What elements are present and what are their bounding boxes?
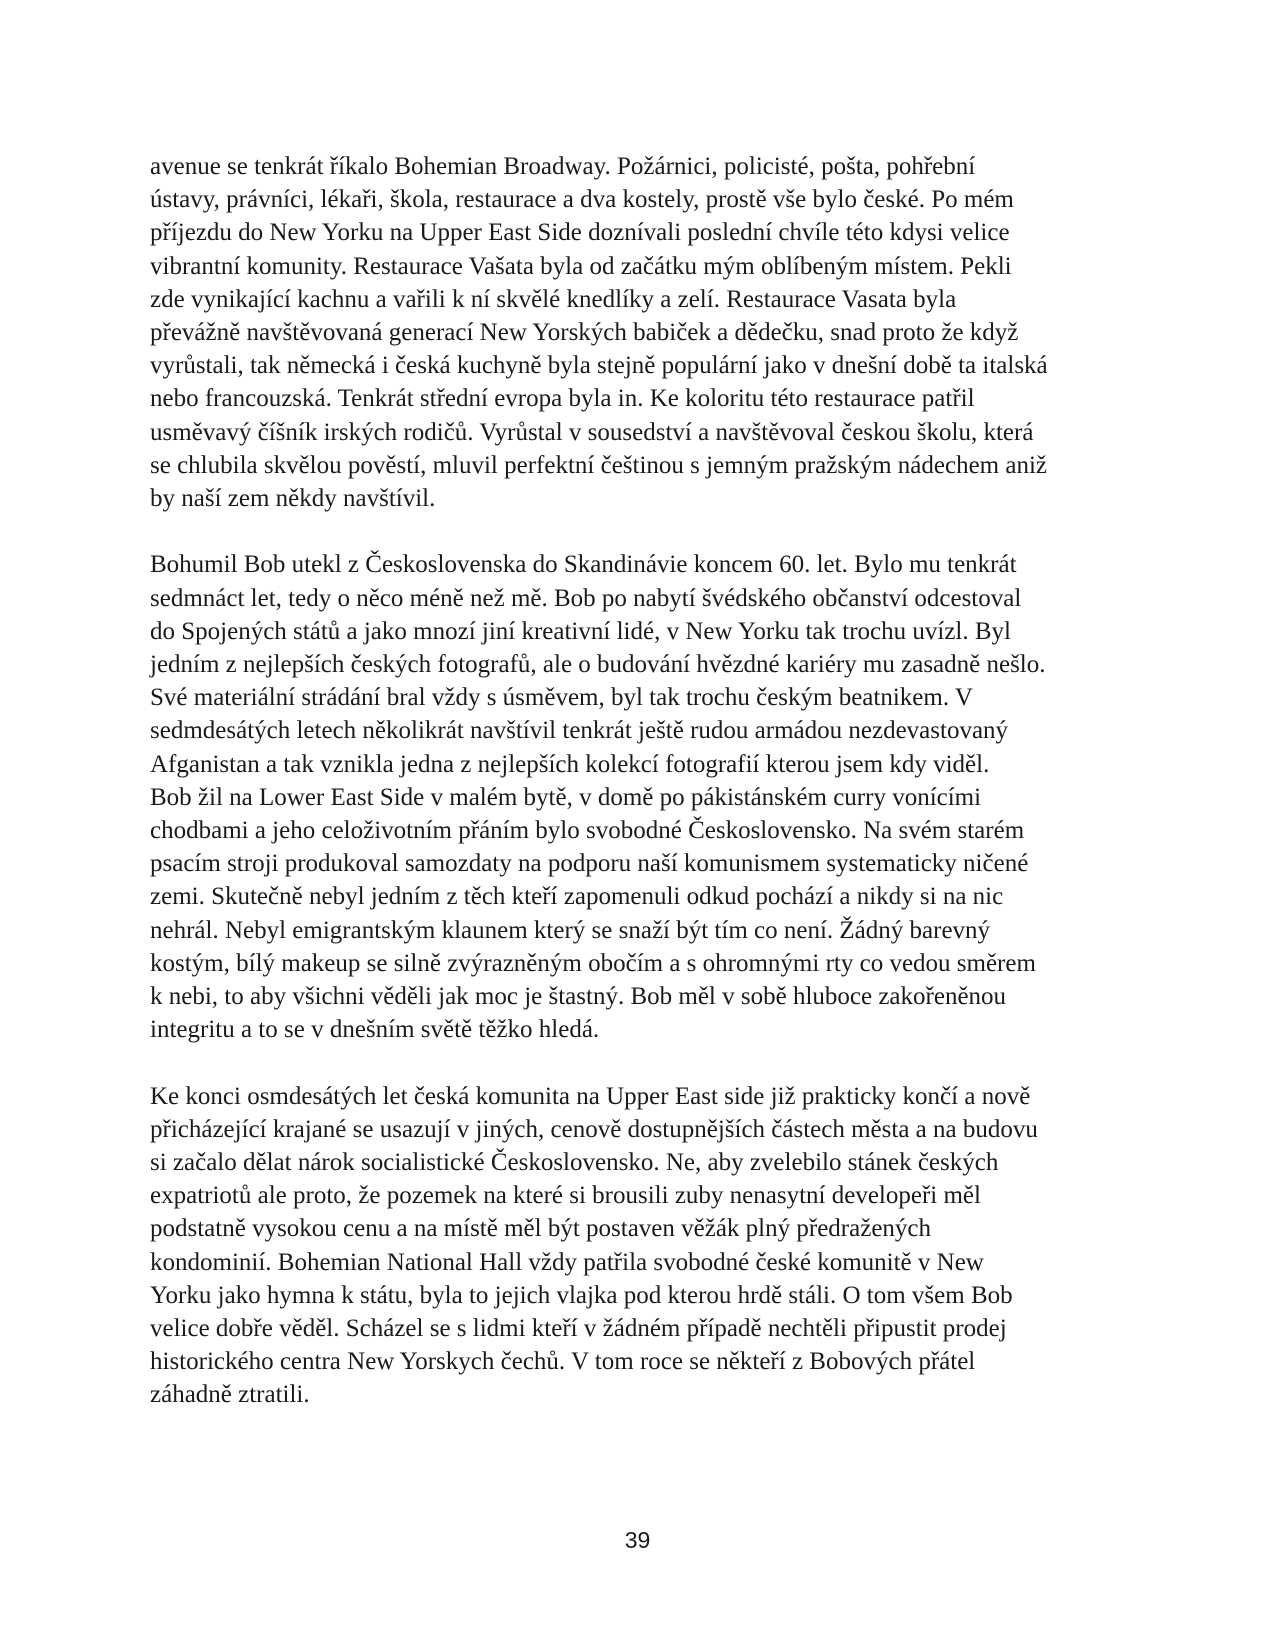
text-line: ústavy, právníci, lékaři, škola, restaurace a dva kostely, prostě vše bylo české. Po mém [150, 186, 1014, 214]
body-text [150, 150, 1130, 1445]
text-line: Yorku jako hymna k státu, byla to jejich vlajka pod kterou hrdě stáli. O tom všem Bob [150, 1281, 1013, 1309]
text-line: Afganistan a tak vznikla jedna z nejlepších kolekcí fotografií kterou jsem kdy viděl. [150, 750, 990, 778]
text-line: nehrál. Nebyl emigrantským klaunem který se snaží být tím co není. Žádný barevný [150, 916, 991, 944]
text-line: Bohumil Bob utekl z Československa do Skandinávie koncem 60. let. Bylo mu tenkrát [150, 551, 1017, 579]
text-line: se chlubila skvělou pověstí, mluvil perfektní češtinou s jemným pražským nádechem aniž [150, 451, 1047, 479]
paragraph [150, 150, 1130, 515]
text-line: příjezdu do New Yorku na Upper East Side doznívali poslední chvíle této kdysi velice [150, 219, 1010, 247]
text-line: velice dobře věděl. Scházel se s lidmi kteří v žádném případě nechtěli připustit prodej [150, 1315, 1007, 1343]
text-line: jedním z nejlepších českých fotografů, ale o budování hvězdné kariéry mu zasadně nešlo. [150, 651, 1046, 679]
text-line: by naší zem někdy navštívil. [150, 485, 436, 513]
text-line: zde vynikající kachnu a vařili k ní skvělé knedlíky a zelí. Restaurace Vasata byla [150, 285, 957, 313]
text-line: zemi. Skutečně nebyl jedním z těch kteří zapomenuli odkud pochází a nikdy si na nic [150, 883, 1004, 911]
text-line: sedmnáct let, tedy o něco méně než mě. Bob po nabytí švédského občanství odcestoval [150, 584, 1022, 612]
text-line: vyrůstali, tak německá i česká kuchyně byla stejně populární jako v dnešní době ta italská [150, 352, 1048, 380]
text-line: podstatně vysokou cenu a na místě měl být postaven věžák plný předražených [150, 1215, 932, 1243]
text-line: přicházející krajané se usazují v jiných, cenově dostupnějších částech města a na budovu [150, 1115, 1038, 1143]
text-line: integritu a to se v dnešním světě těžko hledá. [150, 1016, 600, 1044]
text-line: převážně navštěvovaná generací New Yorských babiček a dědečku, snad proto že když [150, 319, 1019, 347]
text-line: záhadně ztratili. [150, 1381, 310, 1409]
text-line: k nebi, to aby všichni věděli jak moc je štastný. Bob měl v sobě hluboce zakořeněnou [150, 983, 1007, 1011]
text-line: kostým, bílý makeup se silně zvýrazněným obočím a s ohromnými rty co vedou směrem [150, 949, 1036, 977]
text-line: chodbami a jeho celoživotním přáním bylo svobodné Československo. Na svém starém [150, 817, 1025, 845]
text-line: historického centra New Yorskych čechů. V tom roce se někteří z Bobových přátel [150, 1348, 976, 1376]
text-line: Své materiální strádání bral vždy s úsměvem, byl tak trochu českým beatnikem. V [150, 684, 973, 712]
text-line: vibrantní komunity. Restaurace Vašata byla od začátku mým oblíbeným místem. Pekli [150, 252, 1012, 280]
text-line: nebo francouzská. Tenkrát střední evropa byla in. Ke koloritu této restaurace patřil [150, 385, 975, 413]
paragraph [150, 1080, 1130, 1412]
page-number: 39 [624, 1527, 651, 1553]
text-line: sedmdesátých letech několikrát navštívil tenkrát ještě rudou armádou nezdevastovaný [150, 717, 1009, 745]
text-line: do Spojených států a jako mnozí jiní kreativní lidé, v New Yorku tak trochu uvízl. Byl [150, 617, 1011, 645]
text-line: expatriotů ale proto, že pozemek na které si brousili zuby nenasytní developeři měl [150, 1182, 981, 1210]
text-line: psacím stroji produkoval samozdaty na podporu naší komunismem systematicky ničené [150, 850, 1029, 878]
text-line: avenue se tenkrát říkalo Bohemian Broadway. Požárnici, policisté, pošta, pohřební [150, 153, 976, 180]
paragraph [150, 548, 1130, 1046]
text-line: kondominií. Bohemian National Hall vždy patřila svobodné české komunitě v New [150, 1248, 984, 1276]
text-line: Bob žil na Lower East Side v malém bytě, v domě po pákistánském curry vonícími [150, 783, 982, 811]
text-line: Ke konci osmdesátých let česká komunita na Upper East side již prakticky končí a nově [150, 1082, 1031, 1110]
text-line: si začalo dělat nárok socialistické Československo. Ne, aby zvelebilo stánek českých [150, 1149, 999, 1177]
text-line: usměvavý číšník irských rodičů. Vyrůstal v sousedství a navštěvoval českou školu, která [150, 418, 1034, 446]
